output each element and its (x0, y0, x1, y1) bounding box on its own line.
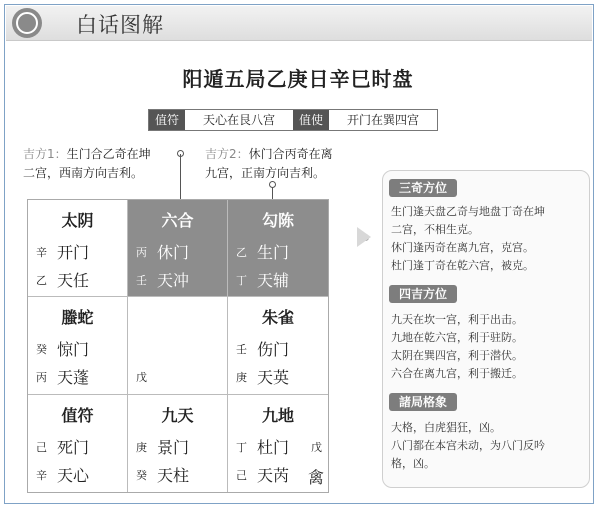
stem: 丁 (236, 274, 247, 287)
note-2-text-1: 休门合丙奇在离 (248, 147, 333, 161)
text-line: 二宫，不相生克。 (391, 223, 479, 236)
palace-star: 天任 (57, 271, 90, 290)
palace-center-5 (128, 297, 228, 394)
arrow-right-icon (357, 227, 371, 247)
zhishi-label: 值使 (293, 110, 329, 130)
stem: 庚 (236, 371, 247, 385)
palace-star: 天蓬 (57, 368, 90, 388)
auspicious-note-2 (205, 145, 333, 183)
info-bar (148, 109, 438, 131)
text-line: 杜门逢丁奇在乾六宫，被克。 (391, 259, 534, 272)
section-title-four-auspicious: 四吉方位 (389, 285, 457, 303)
palace-door: 开门 (57, 243, 90, 262)
stem: 癸 (136, 468, 147, 482)
palace-star: 天柱 (157, 465, 190, 485)
page-frame (4, 4, 594, 504)
palace-door: 生门 (257, 243, 290, 262)
note-2-text-2: 九宫，正南方向吉利。 (205, 166, 326, 180)
stem: 辛 (36, 468, 47, 482)
stem: 己 (36, 440, 47, 454)
palace-god: 六合 (161, 211, 194, 230)
note-1-tag: 吉方1： (23, 147, 67, 161)
note-1-text-2: 二宫，西南方向吉利。 (23, 166, 144, 180)
text-line: 八门都在本宫未动，为八门反吟 (391, 439, 545, 452)
palace-god: 九地 (261, 405, 294, 425)
palace-star: 天冲 (157, 271, 190, 290)
stem: 丙 (36, 371, 47, 385)
section-title-patterns: 諸局格象 (389, 393, 457, 411)
text-line: 九天在坎一宫，利于出击。 (391, 313, 523, 326)
palace-door: 杜门 (257, 437, 290, 457)
palace-star: 天英 (257, 368, 290, 388)
stem: 丁 (236, 440, 247, 454)
palace-god: 值符 (61, 405, 94, 425)
logo-icon (12, 8, 42, 38)
text-line: 六合在离九宫，利于搬迁。 (391, 367, 523, 380)
palace-door: 休门 (157, 243, 190, 262)
stem: 壬 (236, 343, 247, 357)
palace-dui-7 (228, 297, 328, 394)
palace-god: 朱雀 (261, 308, 294, 328)
section-text-three-wonders (391, 203, 581, 275)
text-line: 生门逢天盘乙奇与地盘丁奇在坤 (391, 205, 545, 218)
palace-star: 天辅 (257, 271, 290, 290)
palace-god: 九天 (161, 405, 194, 425)
extra-star: 禽 (307, 467, 324, 487)
page-title: 阳遁五局乙庚日辛巳时盘 (182, 67, 414, 91)
palace-gen-8 (28, 395, 128, 492)
palace-qian-6 (228, 395, 328, 492)
palace-god: 太阴 (61, 211, 94, 230)
section-text-four-auspicious (391, 311, 581, 383)
palace-god: 勾陈 (261, 211, 294, 230)
text-line: 九地在乾六宫，利于驻防。 (391, 331, 523, 344)
header-title: 白话图解 (76, 13, 164, 37)
note-2-pointer-dot (269, 181, 276, 188)
stem: 庚 (136, 440, 147, 454)
palace-kun-2 (228, 200, 328, 297)
text-line: 休门逢丙奇在离九宫，克宫。 (391, 241, 534, 254)
analysis-panel (382, 170, 590, 488)
note-2-tag: 吉方2： (205, 147, 249, 161)
auspicious-note-1 (23, 145, 151, 183)
palace-door: 伤门 (257, 340, 290, 360)
extra-stem: 戊 (311, 440, 322, 454)
header-bar (6, 6, 592, 41)
stem: 乙 (236, 246, 247, 259)
zhifu-label: 值符 (149, 110, 185, 130)
zhishi-value: 开门在巽四宫 (329, 110, 437, 130)
section-title-three-wonders: 三奇方位 (389, 179, 457, 197)
stem: 乙 (36, 274, 47, 287)
palace-door: 死门 (57, 437, 90, 457)
palace-god: 螣蛇 (61, 308, 94, 328)
stem: 壬 (136, 274, 147, 287)
note-1-leader-line (180, 154, 181, 202)
palace-star: 天心 (57, 465, 90, 485)
palace-door: 惊门 (57, 340, 90, 360)
stem: 辛 (36, 246, 47, 259)
note-1-text-1: 生门合乙奇在坤 (66, 147, 151, 161)
palace-star: 天芮 (257, 465, 290, 485)
text-line: 格，凶。 (391, 457, 435, 470)
stem: 癸 (36, 343, 47, 357)
palace-li-9 (128, 200, 228, 297)
palace-door: 景门 (157, 437, 190, 457)
stem: 戊 (136, 371, 147, 385)
stem: 己 (236, 468, 247, 482)
text-line: 大格，白虎猖狂，凶。 (391, 421, 501, 434)
stem: 丙 (136, 246, 147, 259)
palace-kan-1 (128, 395, 228, 492)
palace-xun-4 (28, 200, 128, 297)
palace-zhen-3 (28, 297, 128, 394)
qimen-chart-grid (27, 199, 329, 493)
section-text-patterns (391, 419, 581, 473)
text-line: 太阴在巽四宫，利于潜伏。 (391, 349, 523, 362)
zhifu-value: 天心在艮八宫 (185, 110, 293, 130)
